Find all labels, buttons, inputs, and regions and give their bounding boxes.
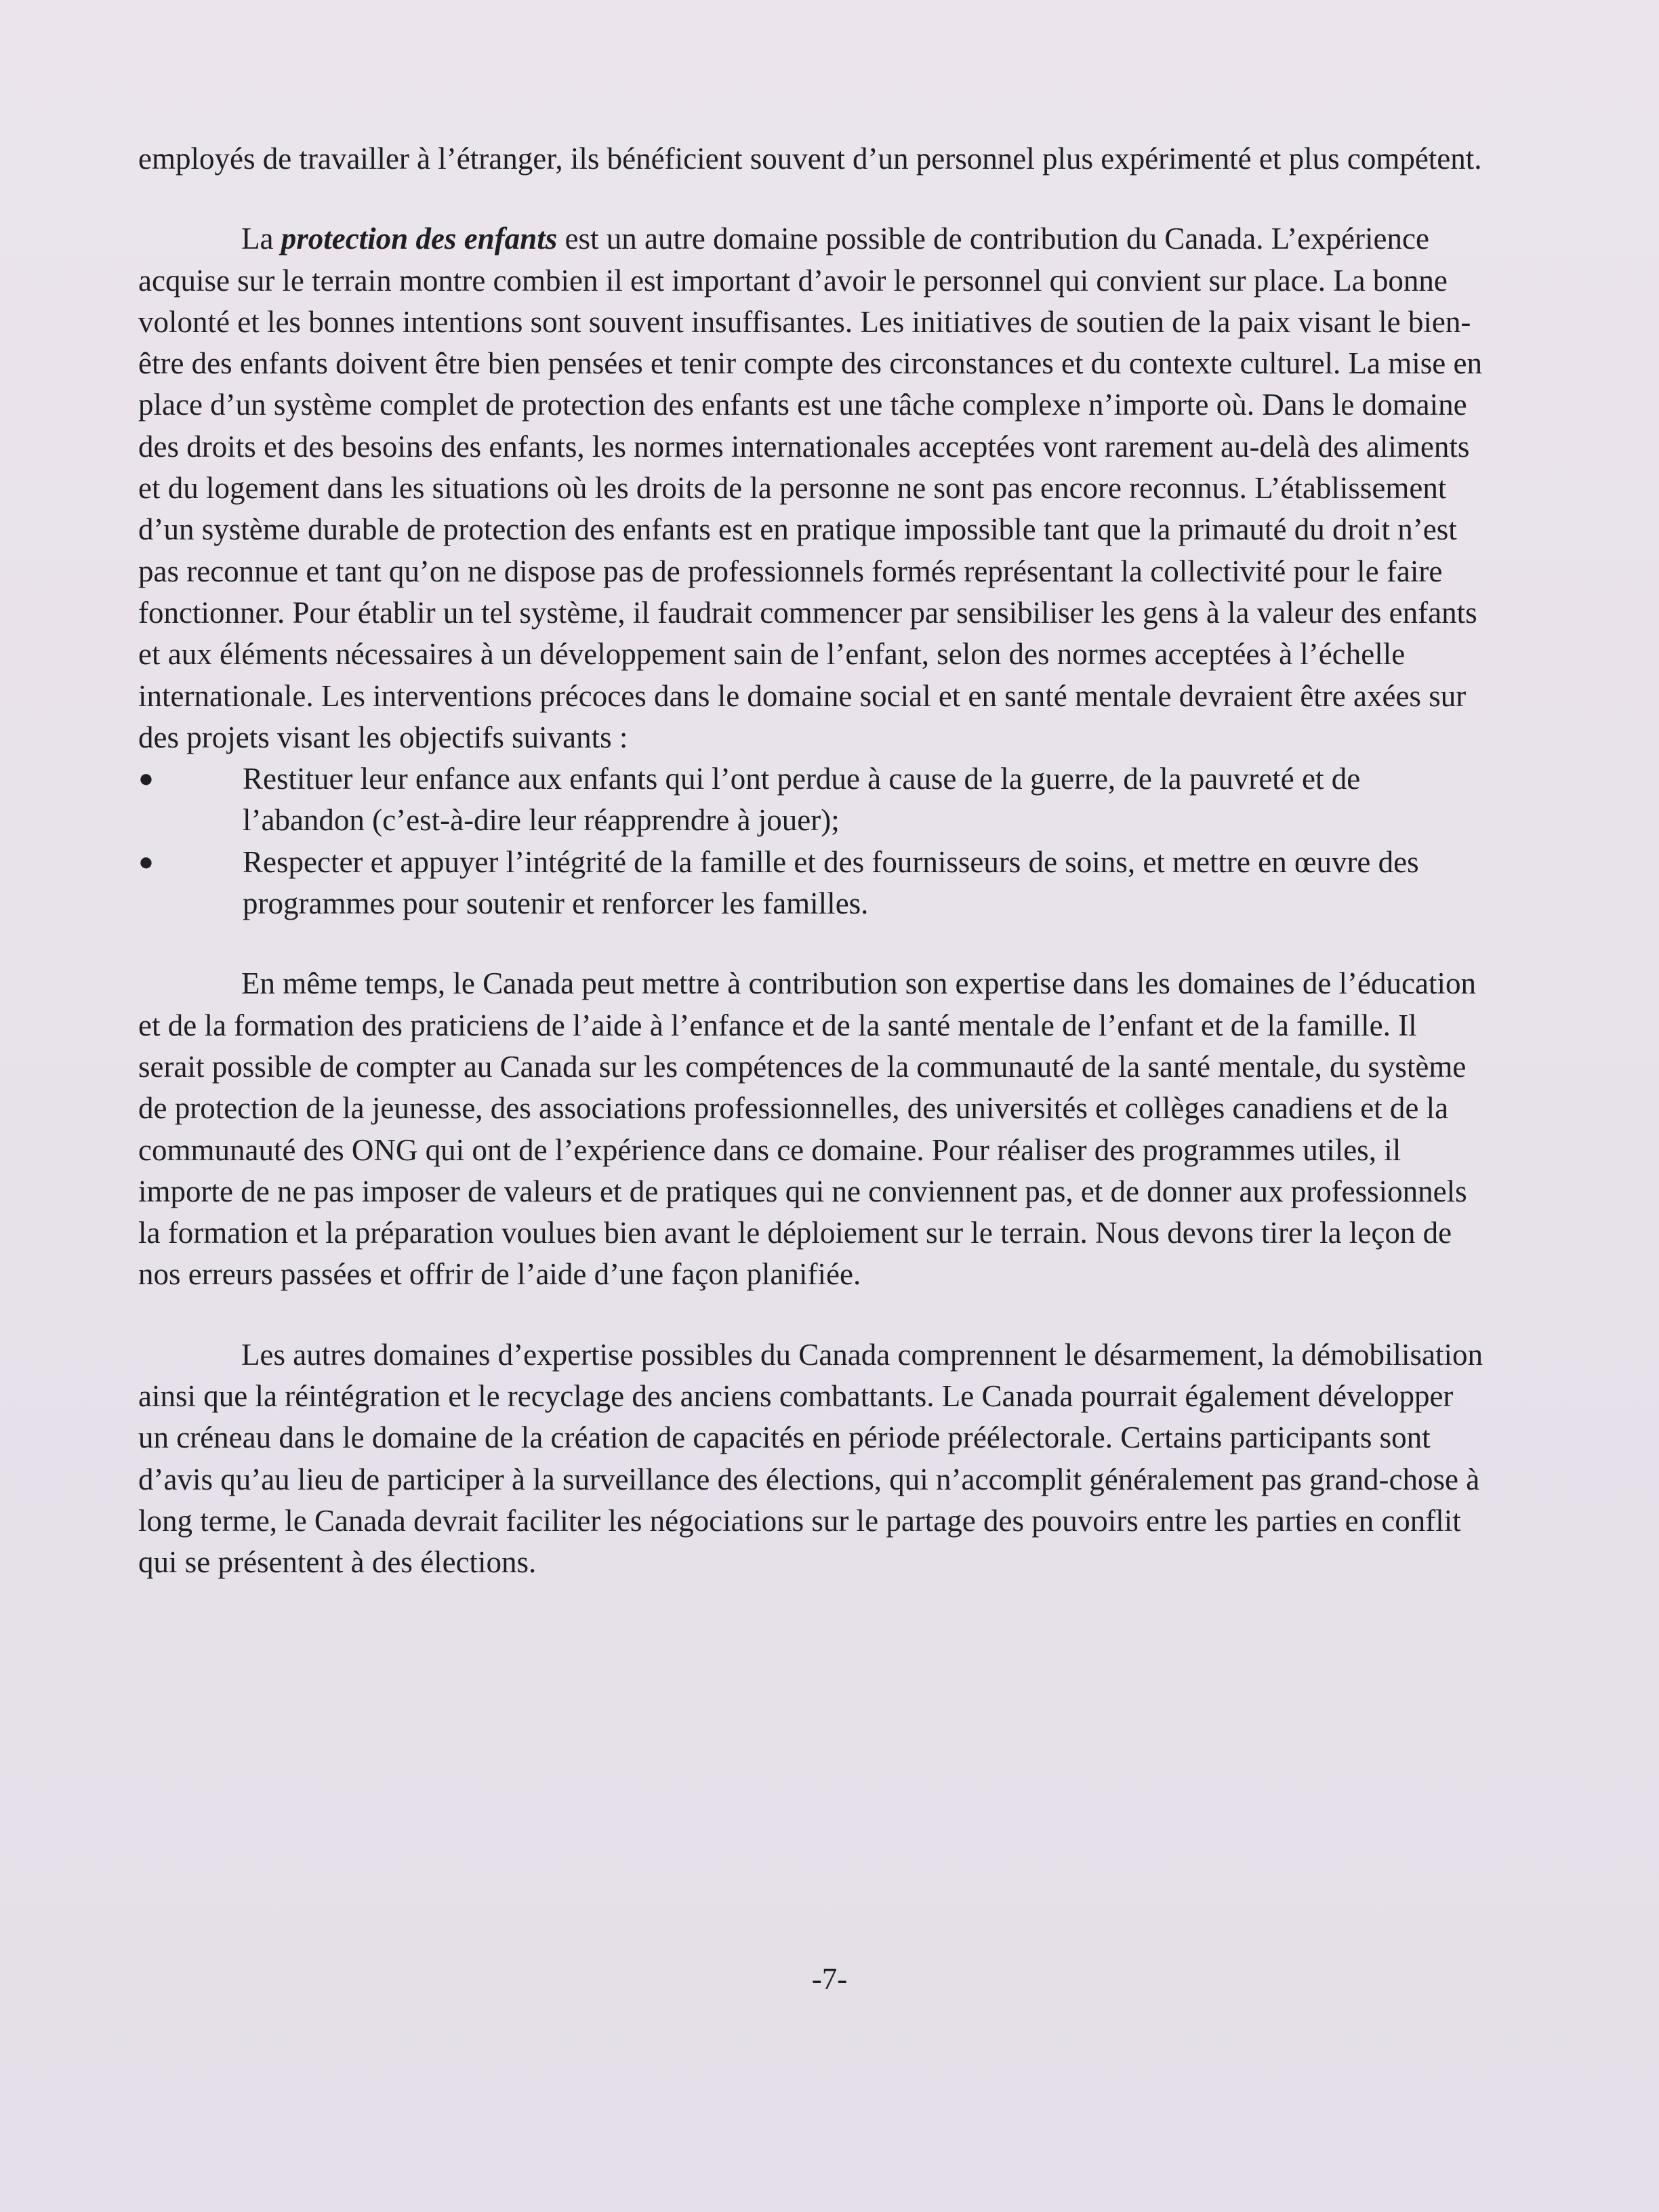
list-item-text: Restituer leur enfance aux enfants qui l’ont perdue à cause de la guerre, de la pauvreté et de l’abandon (c’est-à-dire leur réapprendre à jouer); [243, 762, 1361, 838]
paragraph-continuation: employés de travailler à l’étranger, ils bénéficient souvent d’un personnel plus expérimenté et plus compétent. [138, 142, 1482, 176]
paragraph-lead: La [241, 222, 281, 256]
paragraph-other-domains: Les autres domaines d’expertise possibles du Canada comprennent le désarmement, la démobilisation ainsi que la réintégration et le recyclage des anciens combattants. Le Canada pourrait également développer un créneau dans le domaine de la création de capacités en période préélectorale. Certains participants sont d’avis qu’au lieu de participer à la surveillance des élections, qui n’accomplit généralement pas grand-chose à long terme, le Canada devrait faciliter les négociations sur le partage des pouvoirs entre les parties en conflit qui se présentent à des élections. [138, 1337, 1483, 1580]
paragraph-child-protection [138, 218, 1487, 758]
emphasis-child-protection: protection des enfants [281, 222, 558, 256]
paragraph-gap [138, 924, 1487, 963]
list-item [138, 842, 1487, 925]
paragraph-text: est un autre domaine possible de contribution du Canada. L’expérience acquise sur le terrain montre combien il est important d’avoir le personnel qui convient sur place. La bonne volonté et les bonnes intentions sont souvent insuffisantes. Les initiatives de soutien de la paix visant le bien-être des enfants doivent être bien pensées et tenir compte des circonstances et du contexte culturel. La mise en place d’un système complet de protection des enfants est une tâche complexe n’importe où. Dans le domaine des droits et des besoins des enfants, les normes internationales acceptées vont rarement au-delà des aliments et du logement dans les situations où les droits de la personne ne sont pas encore reconnus. L’établissement d’un système durable de protection des enfants est en pratique impossible tant que la primauté du droit n’est pas reconnue et tant qu’on ne dispose pas de professionnels formés représentant la collectivité pour le faire fonctionner. Pour établir un tel système, il faudrait commencer par sensibiliser les gens à la valeur des enfants et aux éléments nécessaires à un développement sain de l’enfant, selon des normes acceptées à l’échelle internationale. Les interventions précoces dans le domaine social et en santé mentale devraient être axées sur des projets visant les objectifs suivants : [138, 222, 1482, 754]
bullet-icon: ● [138, 764, 154, 794]
bullet-icon: ● [138, 847, 154, 876]
objectives-list [138, 758, 1487, 924]
paragraph-gap [138, 1296, 1487, 1334]
list-item [138, 758, 1487, 842]
paragraph-gap [138, 180, 1487, 218]
page-number: -7- [811, 1962, 848, 1996]
paragraph-expertise: En même temps, le Canada peut mettre à contribution son expertise dans les domaines de l’éducation et de la formation des praticiens de l’aide à l’enfance et de la santé mentale de l’enfant et de la famille. Il serait possible de compter au Canada sur les compétences de la communauté de la santé mentale, du système de protection de la jeunesse, des associations professionnelles, des universités et collèges canadiens et de la communauté des ONG qui ont de l’expérience dans ce domaine. Pour réaliser des programmes utiles, il importe de ne pas imposer de valeurs et de pratiques qui ne conviennent pas, et de donner aux professionnels la formation et la préparation voulues bien avant le déploiement sur le terrain. Nous devons tirer la leçon de nos erreurs passées et offrir de l’aide d’une façon planifiée. [138, 966, 1476, 1292]
list-item-text: Respecter et appuyer l’intégrité de la famille et des fournisseurs de soins, et mettre en œuvre des programmes pour soutenir et renforcer les familles. [243, 844, 1419, 921]
page-body [138, 138, 1487, 1584]
